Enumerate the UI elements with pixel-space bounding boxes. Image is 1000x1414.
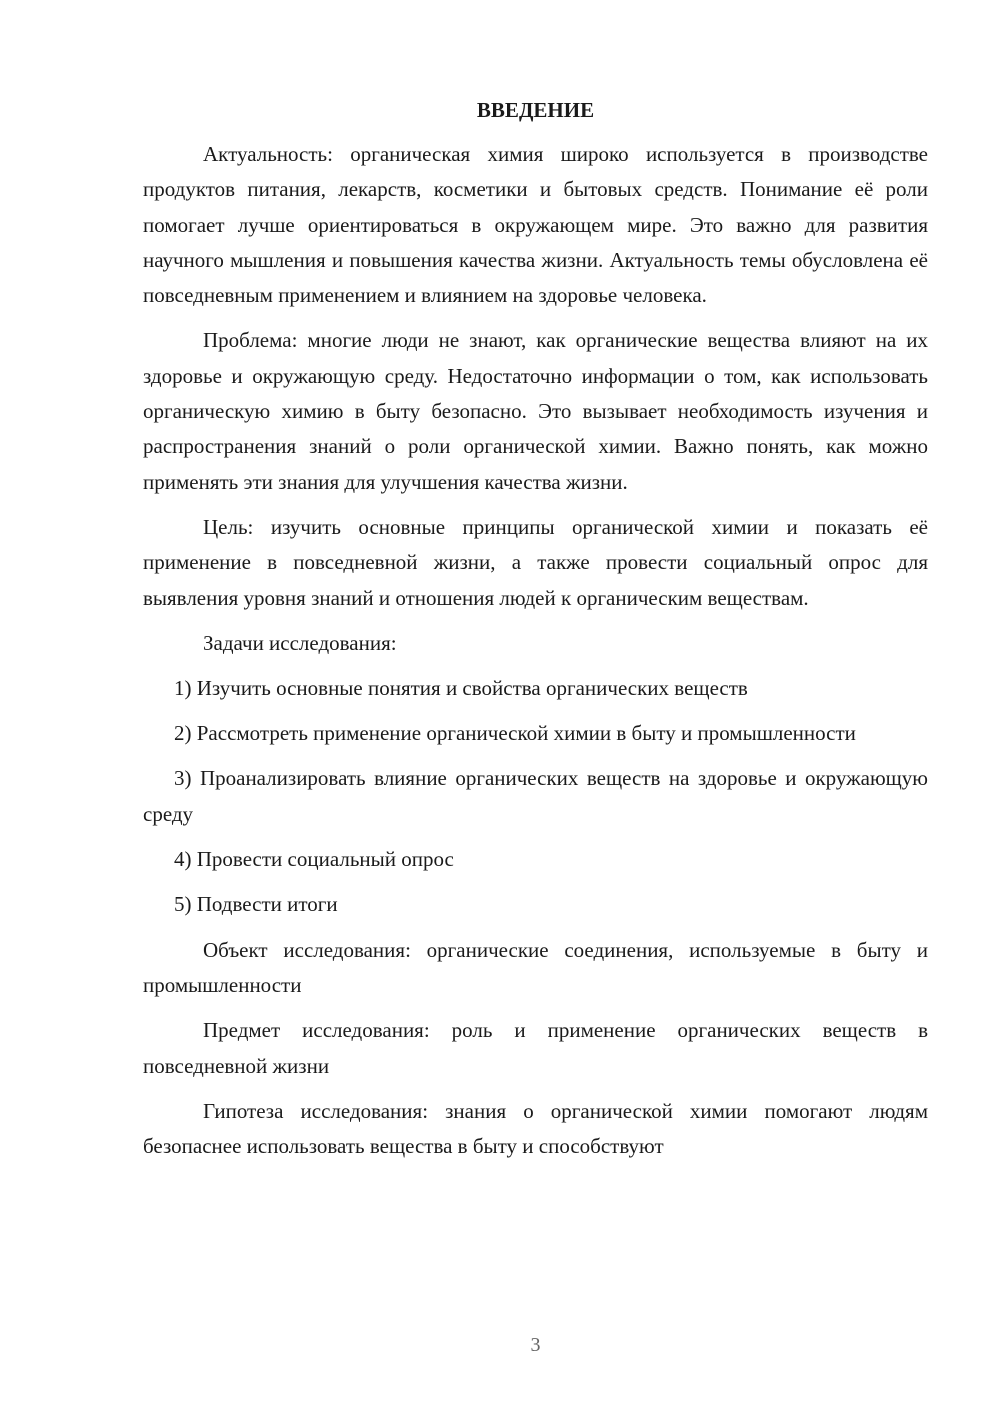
task-item-5: 5) Подвести итоги	[174, 892, 338, 917]
object-paragraph: Объект исследования: органические соединения, используемые в быту и промышленности	[143, 937, 928, 997]
page-number: 3	[530, 1334, 541, 1356]
problem-paragraph: Проблема: многие люди не знают, как органические вещества влияют на их здоровье и окружающую среду. Недостаточно информации о том, как использовать органическую химию в быту безопасно. Это вызывает необходимость изучения и распространения знаний о роли органической химии. Важно понять, как можно применять эти знания для улучшения качества жизни.	[143, 328, 928, 494]
goal-paragraph: Цель: изучить основные принципы органической химии и показать её применение в повседневной жизни, а также провести социальный опрос для выявления уровня знаний и отношения людей к органическим веществам.	[143, 514, 928, 610]
relevance-paragraph: Актуальность: органическая химия широко используется в производстве продуктов питания, лекарств, косметики и бытовых средств. Понимание её роли помогает лучше ориентироваться в окружающем мире. Это важно для развития научного мышления и повышения качества жизни. Актуальность темы обусловлена её повседневным применением и влиянием на здоровье человека.	[143, 142, 928, 308]
subject-paragraph: Предмет исследования: роль и применение органических веществ в повседневной жизни	[143, 1018, 928, 1078]
task-item-1: 1) Изучить основные понятия и свойства органических веществ	[174, 675, 748, 700]
task-item-4: 4) Провести социальный опрос	[174, 847, 454, 872]
hypothesis-paragraph: Гипотеза исследования: знания о органической химии помогают людям безопаснее использовать вещества в быту и способствуют	[143, 1098, 928, 1159]
document-title: ВВЕДЕНИЕ	[476, 98, 595, 122]
task-item-2: 2) Рассмотреть применение органической химии в быту и промышленности	[174, 721, 856, 746]
document-page	[143, 95, 928, 1174]
tasks-heading: Задачи исследования:	[203, 630, 397, 655]
task-item-3: 3) Проанализировать влияние органических веществ на здоровье и окружающую среду	[143, 766, 928, 826]
